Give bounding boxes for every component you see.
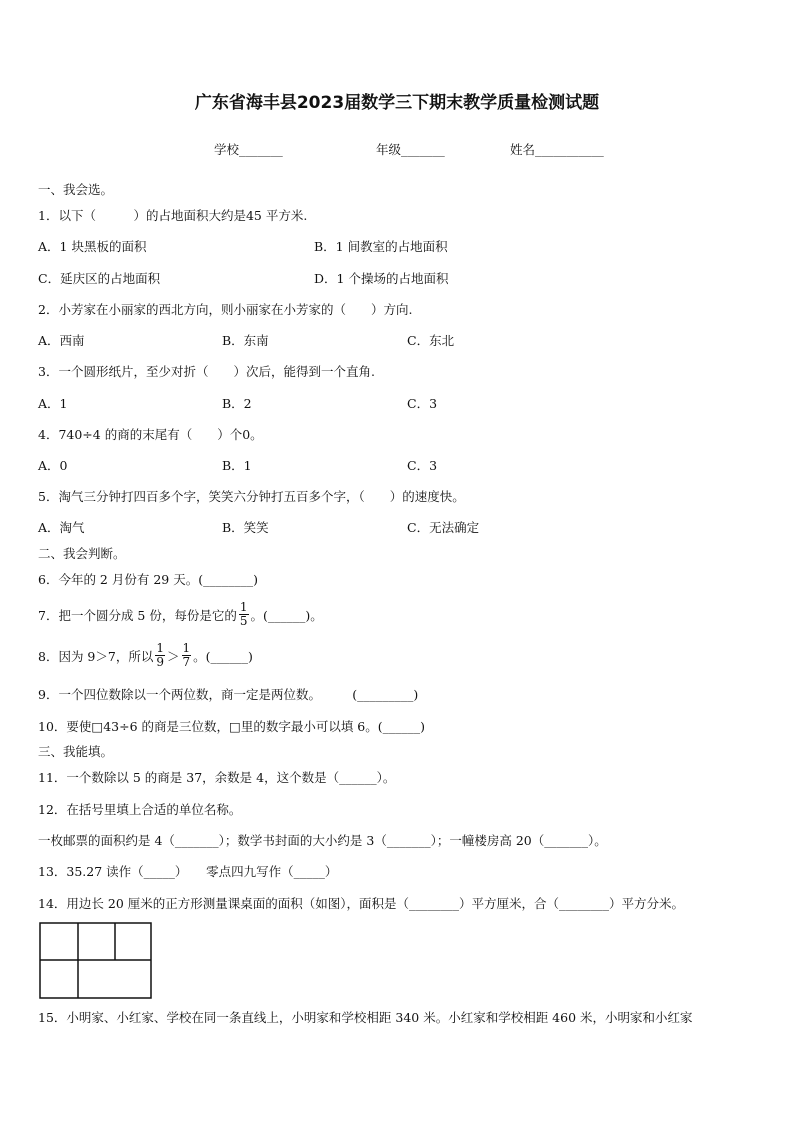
q5-option-b[interactable]: B．笑笑 [222, 520, 269, 535]
q1-option-d[interactable]: D．1 个操场的占地面积 [314, 271, 449, 286]
question-5: 5．淘气三分钟打四百多个字，笑笑六分钟打五百多个字，（ ）的速度快。 [38, 489, 465, 504]
greater-than-sign: ＞ [166, 649, 180, 664]
question-10: 10．要使□43÷6 的商是三位数，□里的数字最小可以填 6。(______) [38, 719, 426, 734]
question-13: 13．35.27 读作（_____） 零点四九写作（_____） [38, 864, 338, 879]
question-11: 11．一个数除以 5 的商是 37，余数是 4，这个数是（______）。 [38, 770, 396, 785]
section-heading-fill: 三、我能填。 [38, 744, 114, 759]
q3-option-b[interactable]: B．2 [222, 396, 252, 411]
q2-option-a[interactable]: A．西南 [38, 333, 85, 348]
q8-answer-blank[interactable]: 。(______) [193, 649, 253, 664]
q3-option-a[interactable]: A．1 [38, 396, 68, 411]
fraction-1-5: $\frac{1}{5}$ [239, 600, 248, 628]
school-field[interactable]: 学校_______ [214, 142, 283, 157]
desk-grid-figure [39, 922, 153, 1000]
grade-field[interactable]: 年级_______ [376, 142, 445, 157]
question-7 [38, 600, 323, 630]
q2-option-c[interactable]: C．东北 [407, 333, 455, 348]
section-heading-judge: 二、我会判断。 [38, 546, 126, 561]
q4-option-b[interactable]: B．1 [222, 458, 252, 473]
q7-answer-blank[interactable]: 。(______)。 [250, 608, 323, 623]
question-12: 12．在括号里填上合适的单位名称。 [38, 802, 242, 817]
fraction-1-7: $\frac{1}{7}$ [182, 641, 191, 669]
question-6: 6．今年的 2 月份有 29 天。(________) [38, 572, 258, 587]
question-1: 1．以下（ ）的占地面积大约是45 平方米. [38, 208, 308, 223]
q2-option-b[interactable]: B．东南 [222, 333, 269, 348]
question-3: 3．一个圆形纸片，至少对折（ ）次后，能得到一个直角. [38, 364, 375, 379]
q1-option-a[interactable]: A．1 块黑板的面积 [38, 239, 147, 254]
question-2: 2．小芳家在小丽家的西北方向，则小丽家在小芳家的（ ）方向. [38, 302, 413, 317]
question-4: 4．740÷4 的商的末尾有（ ）个0。 [38, 427, 263, 442]
fraction-1-9: $\frac{1}{9}$ [156, 641, 164, 669]
question-12-blanks: 一枚邮票的面积约是 4（_______）；数学书封面的大小约是 3（_______）；一幢楼房高 20（_______）。 [38, 833, 607, 848]
q1-option-c[interactable]: C．延庆区的占地面积 [38, 271, 161, 286]
q7-text: 7．把一个圆分成 5 份，每份是它的 [38, 608, 237, 623]
section-heading-choice: 一、我会选。 [38, 182, 114, 197]
page-title: 广东省海丰县2023届数学三下期末教学质量检测试题 [194, 93, 600, 113]
q5-option-c[interactable]: C．无法确定 [407, 520, 480, 535]
question-9: 9．一个四位数除以一个两位数，商一定是两位数。 (_________) [38, 687, 419, 702]
student-info-row [0, 140, 794, 160]
question-8 [38, 641, 253, 671]
question-14: 14．用边长 20 厘米的正方形测量课桌面的面积（如图），面积是（________）平方厘米，合（________）平方分米。 [38, 896, 685, 911]
q4-option-c[interactable]: C．3 [407, 458, 438, 473]
q4-option-a[interactable]: A．0 [38, 458, 68, 473]
name-field[interactable]: 姓名___________ [510, 142, 604, 157]
q5-option-a[interactable]: A．淘气 [38, 520, 85, 535]
q1-option-b[interactable]: B．1 间教室的占地面积 [314, 239, 448, 254]
q3-option-c[interactable]: C．3 [407, 396, 438, 411]
question-15: 15．小明家、小红家、学校在同一条直线上，小明家和学校相距 340 米。小红家和学校相距 460 米，小明家和小红家 [38, 1010, 693, 1025]
q8-text: 8．因为 9＞7，所以 [38, 649, 154, 664]
